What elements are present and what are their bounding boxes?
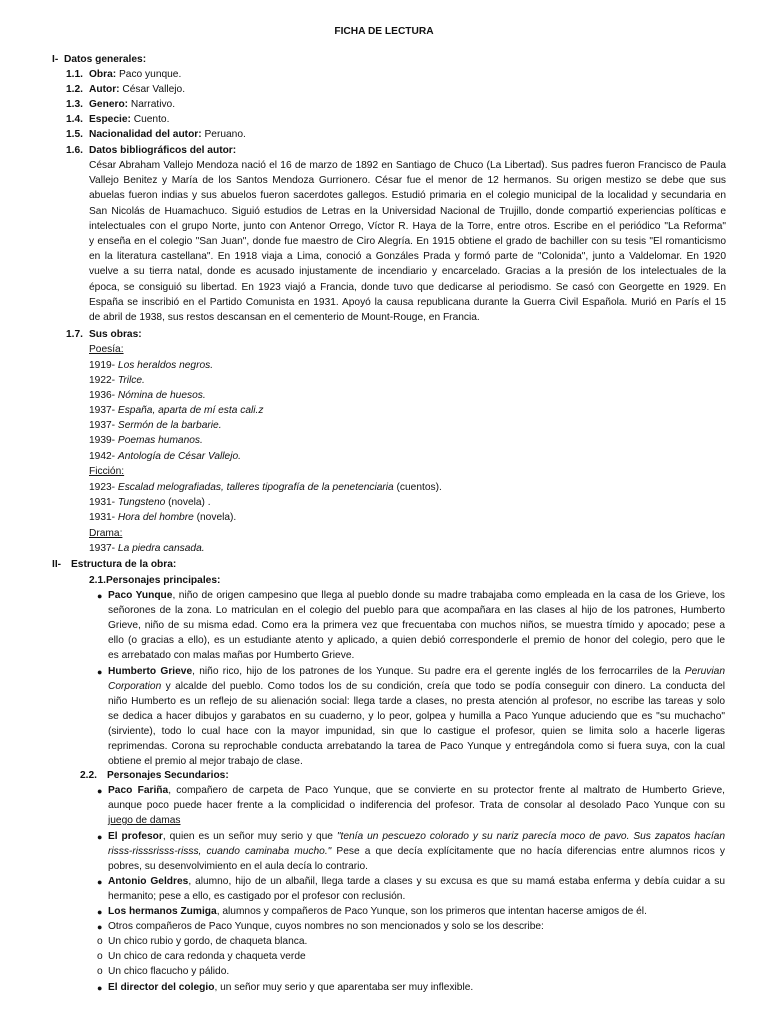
profesor-line: El profesor, quien es un señor muy serio y que "tenía un pescuezo colorado y su nariz parecía moco de pavo. Sus zapatos hacían bbox=[108, 831, 726, 842]
bullet-icon: ● bbox=[97, 591, 103, 601]
item-especie: Especie: Cuento. bbox=[89, 114, 170, 125]
otros-sub-item: Un chico flacucho y pálido. bbox=[108, 966, 230, 977]
bio-heading: Datos bibliográficos del autor: bbox=[89, 145, 237, 156]
bio-line: abuelas fueron indias y sus abuelos fueron sacerdotes gallegos. Estudió primaria en el colegio municipal de la localidad y secundaria en bbox=[89, 190, 726, 202]
item-number: 1.5. bbox=[66, 129, 83, 140]
otros-sub-item: Un chico de cara redonda y chaqueta verde bbox=[108, 951, 306, 962]
work-item: 1937- España, aparta de mí esta cali.z bbox=[89, 405, 264, 416]
bullet-icon: ● bbox=[97, 907, 103, 917]
ficcion-label: Ficción: bbox=[89, 466, 125, 477]
item-obra: Obra: Paco yunque. bbox=[89, 69, 182, 80]
work-item: 1937- La piedra cansada. bbox=[89, 543, 205, 554]
bio-line: y enseña en el colegio "San Juan", donde fue maestro de Ciro Alegría. En 1915 obtiene el grado de bachiller con su tesis "El romanticismo bbox=[89, 236, 726, 247]
bio-line: San Nicolás de Huamachuco. Siguió estudios de Letras en la Universidad Nacional de Trujillo, donde compartió experiencias políticas e bbox=[89, 205, 726, 217]
item-number: 2.2. bbox=[80, 770, 97, 781]
item-autor: Autor: César Vallejo. bbox=[89, 84, 186, 95]
paco-yunque-line: Grieve, niño de su misma edad. Como era la primera vez que frecuentaba con muchos niños, se muestra tímido y apocado; pese a bbox=[108, 620, 725, 631]
bullet-icon: ● bbox=[97, 922, 103, 932]
item-number: 1.7. bbox=[66, 329, 83, 340]
paco-yunque-line: ello (o gracias a ello), es un estudiante atento y aplicado, a quien debió corresponderle el premio de honor del colegio, pero que le bbox=[108, 635, 725, 646]
works-heading: Sus obras: bbox=[89, 329, 142, 340]
bio-line: vuelve a su tierra natal, donde es acusado injustamente de incendiario y encarcelado. Gracias a la presión de los intelectuales de la bbox=[89, 266, 726, 278]
secundarios-heading: Personajes Secundarios: bbox=[107, 770, 229, 781]
humberto-grieve-line: Corporation y alcalde del pueblo. Como todos los de su condición, creía que todo se podía conseguir con dinero. La conducta del bbox=[108, 681, 725, 692]
item-number: 1.6. bbox=[66, 145, 83, 156]
work-item: 1937- Sermón de la barbarie. bbox=[89, 420, 222, 431]
page-title: FICHA DE LECTURA bbox=[334, 26, 434, 37]
circle-bullet-icon: o bbox=[97, 951, 103, 962]
circle-bullet-icon: o bbox=[97, 966, 103, 977]
geldres-line: hermanito; pese a ello, es castigado por el profesor con reclusión. bbox=[108, 891, 406, 902]
humberto-grieve-line: (sirviente), todo lo cual hace con la mayor impunidad, sin que lo castigue el profesor, quien se limita solo a hacerle ligeras bbox=[108, 726, 725, 737]
bullet-icon: ● bbox=[97, 832, 103, 842]
paco-yunque-line: Paco Yunque, niño de origen campesino que llega al pueblo donde su madre trabajaba como empleada en la casa de los Grieve, los bbox=[108, 590, 725, 601]
humberto-grieve-line: se dedica a hacer dibujos y garabatos en su cuaderno, y lo peor, golpea y humilla a Paco Yunque aduciendo que es "su muchacho" bbox=[108, 711, 725, 722]
bullet-icon: ● bbox=[97, 983, 103, 993]
zumiga-line: Los hermanos Zumiga, alumnos y compañeros de Paco Yunque, son los primeros que intentan hacerse amigos de él. bbox=[108, 906, 647, 917]
paco-farina-line: juego de damas bbox=[108, 815, 181, 826]
bio-line: época, se consiguió su libertad. En 1923 viajó a Francia, donde tuvo que dedicarse al periodismo. Se casó con Georgette en 1929. En bbox=[89, 281, 726, 293]
principales-heading: 2.1.Personajes principales: bbox=[89, 575, 221, 586]
work-item: 1931- Tungsteno (novela) . bbox=[89, 497, 211, 508]
circle-bullet-icon: o bbox=[97, 936, 103, 947]
paco-yunque-line: señorones de la zona. Lo matriculan en el colegio del pueblo para que acompañara en las clases al hijo de los patrones, Humberto bbox=[108, 605, 725, 616]
bio-line: en la literatura castellana". En 1918 viaja a Lima, conoció a Gonzáles Prada y formó parte de "Colonida", junto a Valdelomar. En 1920 bbox=[89, 251, 726, 263]
item-number: 1.4. bbox=[66, 114, 83, 125]
bullet-icon: ● bbox=[97, 667, 103, 677]
section-1-heading: Datos generales: bbox=[64, 54, 147, 65]
geldres-line: Antonio Geldres, alumno, hijo de un albañil, llega tarde a clases y su excusa es que su mamá estaba enferma y debía cuidar a su bbox=[108, 876, 726, 887]
otros-line: Otros compañeros de Paco Yunque, cuyos nombres no son mencionados y solo se los describe: bbox=[108, 921, 544, 932]
paco-farina-line: Paco Fariña, compañero de carpeta de Paco Yunque, que se convierte en su protector frente al maltrato de Humberto Grieve, bbox=[108, 785, 725, 796]
item-number: 1.1. bbox=[66, 69, 83, 80]
humberto-grieve-line: niño Humberto es un reflejo de su alienación social: llega tarde a clases, no presta atención al profesor, no escribe las tareas y solo bbox=[108, 696, 725, 707]
director-line: El director del colegio, un señor muy serio y que aparentaba ser muy inflexible. bbox=[108, 982, 474, 993]
paco-yunque-line: es arrebatado con malas mañas por Humberto Grieve. bbox=[108, 650, 355, 661]
humberto-grieve-line: Humberto Grieve, niño rico, hijo de los patrones de los Yunque. Su padre era el gerente inglés de los ferrocarriles de la Peruvian bbox=[108, 666, 725, 677]
work-item: 1919- Los heraldos negros. bbox=[89, 360, 214, 371]
section-2-number: II- bbox=[52, 559, 62, 570]
bio-line: de abril de 1938, sus restos descansan en el cementerio de Mount-Rouge, en Francia. bbox=[89, 312, 480, 323]
bullet-icon: ● bbox=[97, 786, 103, 796]
item-number: 1.3. bbox=[66, 99, 83, 110]
bio-line: Vallejo Benitez y María de los Santos Mendoza Gurrionero. César fue el menor de 12 hermanos. Su origen mestizo se debe que sus bbox=[89, 175, 726, 187]
section-2-heading: Estructura de la obra: bbox=[71, 559, 177, 570]
work-item: 1939- Poemas humanos. bbox=[89, 435, 203, 446]
humberto-grieve-line: reprimendas. Corona su reprochable conducta arrebatando la tarea de Paco Yunque y entregándola como si fuera suya, con la cual bbox=[108, 741, 725, 752]
humberto-grieve-line: obtiene el premio al mejor trabajo de clase. bbox=[108, 756, 303, 767]
item-genero: Genero: Narrativo. bbox=[89, 99, 176, 110]
bio-line: César Abraham Vallejo Mendoza nació el 16 de marzo de 1892 en Santiago de Chuco (La Libertad). Sus padres fueron Francisco de Paula bbox=[89, 160, 726, 171]
work-item: 1936- Nómina de huesos. bbox=[89, 390, 206, 401]
item-nacionalidad: Nacionalidad del autor: Peruano. bbox=[89, 129, 246, 140]
drama-label: Drama: bbox=[89, 528, 123, 539]
work-item: 1942- Antología de César Vallejo. bbox=[89, 451, 241, 462]
work-item: 1923- Escalad melografiadas, talleres tipografía de la penetenciaria (cuentos). bbox=[89, 482, 442, 493]
bio-line: España se inscribió en el Partido Comunista en 1931. Apoyó la causa republicana durante la Guerra Civil Española. Murió en París el 15 bbox=[89, 296, 726, 308]
poesia-label: Poesía: bbox=[89, 344, 124, 355]
profesor-line: pobres, su desenvolvimiento en el aula decía lo contrario. bbox=[108, 861, 368, 872]
profesor-line: risss-risssrisss-risss, cuando caminaba mucho." Pese a que decía explícitamente que no hacía diferencias entre alumnos ricos y bbox=[108, 846, 725, 857]
bio-line: intelectuales con el grupo Norte, junto con Antenor Orrego, Víctor R. Haya de la Torre, entre otros. Escribe en el periódico "La Reforma" bbox=[89, 220, 726, 232]
paco-farina-line: aunque poco puede hacer frente a la complicidad o indiferencia del profesor. Trata de consolar al desolado Paco Yunque con su bbox=[108, 800, 725, 811]
work-item: 1931- Hora del hombre (novela). bbox=[89, 512, 237, 523]
otros-sub-item: Un chico rubio y gordo, de chaqueta blanca. bbox=[108, 936, 308, 947]
bullet-icon: ● bbox=[97, 877, 103, 887]
item-number: 1.2. bbox=[66, 84, 83, 95]
section-1-number: I- bbox=[52, 54, 59, 65]
work-item: 1922- Trilce. bbox=[89, 375, 145, 386]
